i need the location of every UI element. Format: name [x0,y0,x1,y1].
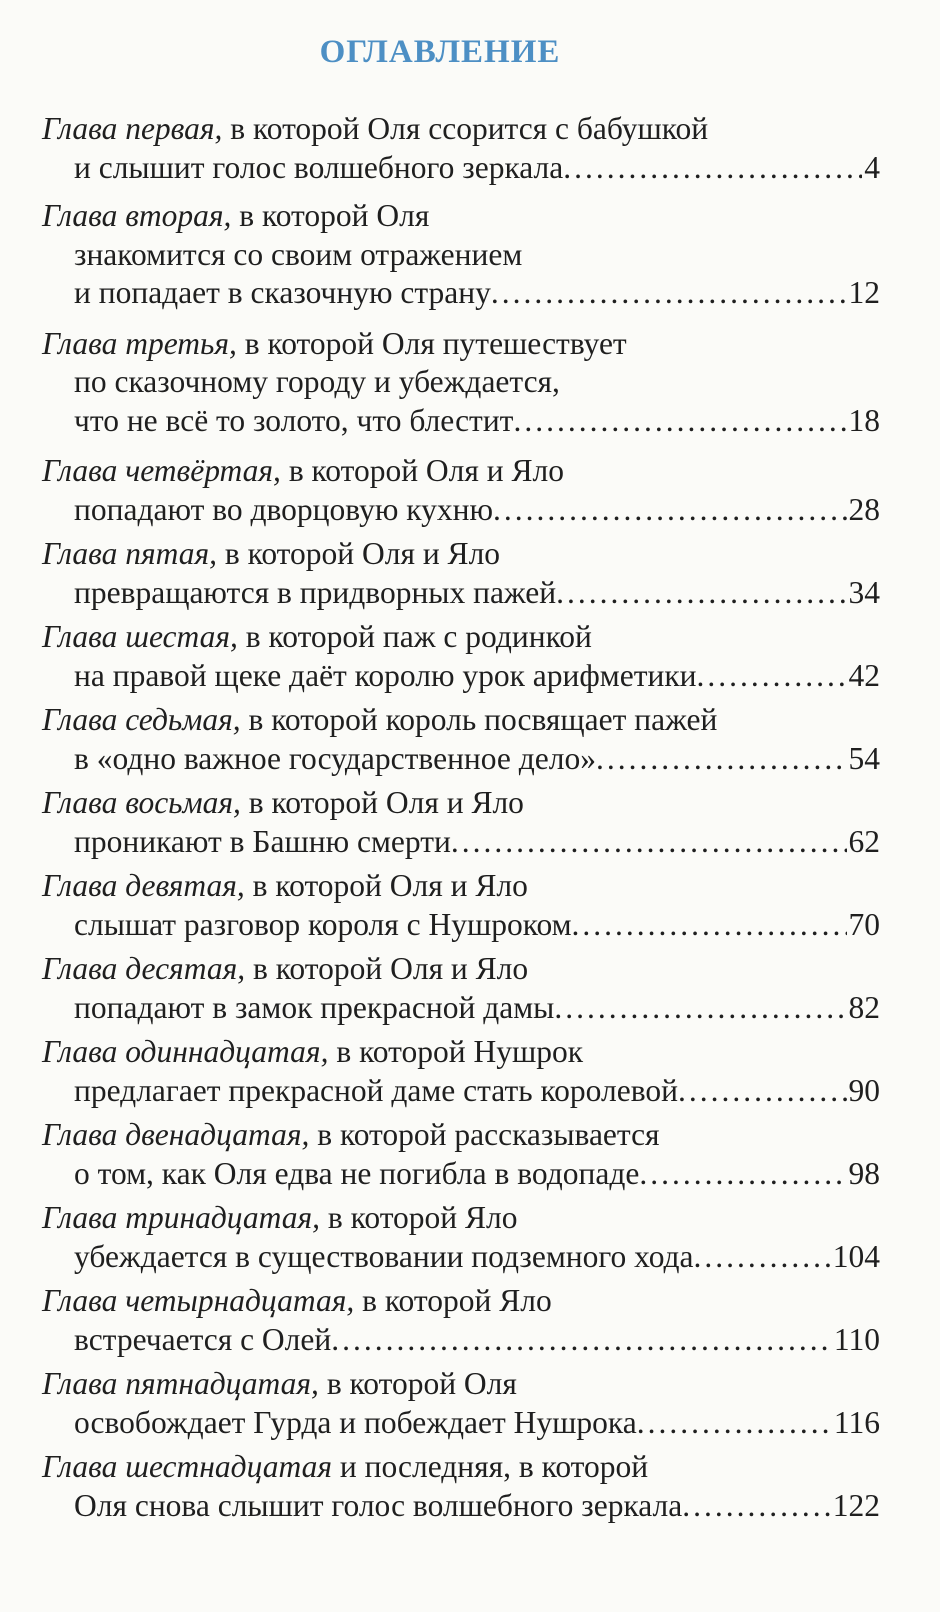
chapter-description: в которой Оля и Яло [217,536,501,571]
toc-entry-first-line [42,1282,880,1321]
page-number: 104 [832,1238,880,1274]
chapter-description: в которой рассказывается [309,1117,660,1152]
chapter-description: в которой король посвящает пажей [240,702,718,737]
toc-entry[interactable] [42,1199,880,1276]
chapter-description: в которой Оля и Яло [244,868,528,903]
chapter-description-end: Оля снова слышит голос волшебного зеркала [74,1487,683,1523]
dot-leader [331,1321,832,1360]
toc-entry[interactable] [42,867,880,944]
chapter-label: Глава тринадцатая, [42,1200,321,1235]
toc-entry[interactable] [42,1365,880,1442]
toc-entry-last-line [42,1238,880,1277]
chapter-description-end: попадают в замок прекрасной дамы [74,989,555,1025]
page-number: 42 [848,657,880,693]
chapter-description: в которой Оля путешествует [236,325,627,361]
toc-entry-last-line [42,1321,880,1360]
toc-entry-first-line [42,110,880,149]
dot-leader [556,574,846,613]
page-number: 110 [833,1321,880,1357]
chapter-description-end: слышат разговор короля с Нушроком [74,906,572,942]
chapter-description: в которой Оля и Яло [245,951,529,986]
page-number: 98 [848,1155,880,1191]
toc-entry[interactable] [42,535,880,612]
toc-entry-last-line [42,274,880,313]
page-number: 62 [848,823,880,859]
toc-entry[interactable] [42,784,880,861]
chapter-label: Глава третья, [42,325,237,361]
toc-entry-last-line [42,1487,880,1526]
page-number: 18 [848,402,880,438]
toc-entry-last-line [42,149,880,188]
toc-entry-last-line [42,740,880,779]
chapter-description: в которой Яло [354,1283,552,1318]
dot-leader [639,1155,846,1194]
chapter-label: Глава первая, [42,111,223,146]
dot-leader [491,274,847,313]
chapter-label: Глава вторая, [42,198,232,233]
dot-leader [563,149,862,188]
toc-entry-first-line [42,197,880,236]
dot-leader [493,491,847,530]
toc-entry[interactable] [42,618,880,695]
chapter-description-end: освобождает Гурда и побеждает Нушрока [74,1404,637,1440]
toc-entry-last-line [42,989,880,1028]
dot-leader [637,1404,832,1443]
toc-entry-first-line [42,618,880,657]
chapter-label: Глава шестая, [42,619,238,654]
chapter-description-end: о том, как Оля едва не погибла в водопаде [74,1155,640,1191]
chapter-description-end: превращаются в придворных пажей [74,574,557,610]
dot-leader [596,740,846,779]
toc-entry-first-line [42,325,880,364]
chapter-description: в которой Оля и Яло [280,453,564,488]
chapter-description: в которой Оля [231,198,430,233]
chapter-description-end: что не всё то золото, что блестит [74,402,514,438]
chapter-description: в которой Яло [320,1200,518,1235]
chapter-label: Глава шестнадцатая [42,1449,332,1484]
chapter-description-end: проникают в Башню смерти [74,823,451,859]
chapter-label: Глава четвёртая, [42,453,281,488]
page-number: 116 [833,1404,880,1440]
toc-entry[interactable] [42,452,880,529]
chapter-label: Глава девятая, [42,868,245,903]
chapter-label: Глава четырнадцатая, [42,1283,355,1318]
toc-entry-last-line [42,823,880,862]
toc-entry-last-line [42,1404,880,1443]
chapter-description-end: и слышит голос волшебного зеркала [74,149,564,185]
toc-entry[interactable] [42,197,880,313]
toc-entry[interactable] [42,1033,880,1110]
toc-entry-first-line [42,784,880,823]
chapter-label: Глава одиннадцатая, [42,1034,329,1069]
dot-leader [682,1487,831,1526]
dot-leader [451,823,847,862]
chapter-description-continued: знакомится со своим отражением [74,236,523,272]
toc-entry-first-line [42,1365,880,1404]
toc-entry-first-line [42,867,880,906]
page-number: 4 [864,149,880,185]
toc-entry-last-line [42,1155,880,1194]
toc-entry-last-line [42,906,880,945]
chapter-description: в которой Нушрок [328,1034,584,1069]
page-number: 82 [848,989,880,1025]
chapter-description: в которой Оля и Яло [240,785,524,820]
chapter-description-end: встречается с Олей [74,1321,332,1357]
dot-leader [696,657,846,696]
chapter-description-end: убеждается в существовании подземного хода [74,1238,694,1274]
dot-leader [678,1072,847,1111]
toc-entry-first-line [42,1033,880,1072]
toc-entry-first-line [42,1116,880,1155]
page-number: 12 [848,275,880,310]
toc-entry[interactable] [42,110,880,187]
table-of-contents [42,110,880,1525]
toc-entry-last-line [42,491,880,530]
toc-entry-first-line [42,1448,880,1487]
page-number: 90 [848,1072,880,1108]
toc-entry-first-line [42,950,880,989]
toc-entry[interactable] [42,1116,880,1193]
page-number: 122 [832,1487,880,1523]
chapter-label: Глава десятая, [42,951,246,986]
toc-entry-last-line [42,1072,880,1111]
chapter-description-continued: по сказочному городу и убеждается, [74,364,560,399]
chapter-description-end: предлагает прекрасной даме стать королевой [74,1072,678,1108]
toc-entry-last-line [42,402,880,441]
page-number: 54 [848,740,880,776]
toc-entry[interactable] [42,1448,880,1525]
page-number: 34 [848,574,880,610]
toc-entry-last-line [42,657,880,696]
toc-entry-first-line [42,535,880,574]
chapter-label: Глава пятнадцатая, [42,1366,319,1401]
toc-entry-last-line [42,574,880,613]
chapter-description: в которой Оля ссорится с бабушкой [222,111,709,146]
toc-entry[interactable] [42,1282,880,1359]
page-title: ОГЛАВЛЕНИЕ [319,34,561,70]
toc-entry[interactable] [42,325,880,441]
page-number: 70 [848,906,880,942]
dot-leader [694,1238,831,1277]
chapter-label: Глава седьмая, [42,702,241,737]
chapter-label: Глава пятая, [42,536,217,571]
dot-leader [572,906,847,945]
toc-entry-first-line [42,701,880,740]
toc-entry[interactable] [42,950,880,1027]
page-number: 28 [848,491,880,527]
dot-leader [554,989,846,1028]
chapter-description-end: попадают во дворцовую кухню [74,491,493,527]
chapter-description: в которой Оля [318,1366,517,1401]
toc-entry-first-line [42,452,880,491]
chapter-description: и последняя, в которой [332,1449,649,1484]
chapter-label: Глава двенадцатая, [42,1117,310,1152]
toc-entry[interactable] [42,701,880,778]
chapter-description: в которой паж с родинкой [237,619,592,654]
chapter-label: Глава восьмая, [42,785,241,820]
toc-entry-first-line [42,1199,880,1238]
chapter-description-end: и попадает в сказочную страну [74,275,491,310]
chapter-description-end: на правой щеке даёт королю урок арифметики [74,657,697,693]
dot-leader [513,402,846,441]
chapter-description-end: в «одно важное государственное дело» [74,740,597,776]
